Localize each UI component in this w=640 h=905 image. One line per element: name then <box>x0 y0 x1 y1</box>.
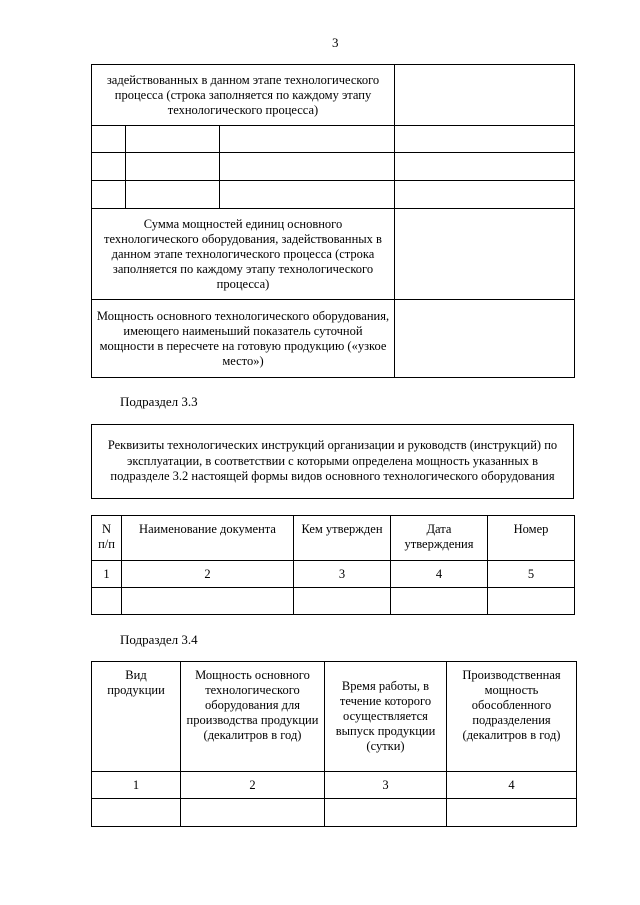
table-cell <box>447 799 577 827</box>
sum-row-value <box>395 209 575 300</box>
column-index: 2 <box>122 561 294 588</box>
table-cell <box>294 588 391 615</box>
column-index: 4 <box>391 561 488 588</box>
subsection-3-3-heading: Подраздел 3.3 <box>120 394 198 409</box>
bottleneck-row-value <box>395 300 575 378</box>
table-cell <box>395 153 575 181</box>
col-approved-by: Кем утвержден <box>294 516 391 561</box>
col-approval-date: Дата утверждения <box>391 516 488 561</box>
table-cell <box>92 588 122 615</box>
col-product-type: Вид продукции <box>92 662 181 772</box>
bottleneck-row-label: Мощность основного технологического оборудования, имеющего наименьший показатель суточной мощности в пересчете на готовую продукцию («узкое место») <box>92 300 395 378</box>
subsection-3-3-box <box>91 424 574 499</box>
table-cell <box>181 799 325 827</box>
sum-row-label: Сумма мощностей единиц основного технологического оборудования, задействованных в данном этапе технологического процесса (строка заполняется по каждому этапу технологического процесса) <box>92 209 395 300</box>
col-document-name: Наименование документа <box>122 516 294 561</box>
col-equipment-capacity: Мощность основного технологического оборудования для производства продукции (декалитров в год) <box>181 662 325 772</box>
table-cell <box>220 181 395 209</box>
page-number: 3 <box>332 35 339 50</box>
column-index: 5 <box>488 561 575 588</box>
table-cell <box>395 181 575 209</box>
column-index: 4 <box>447 772 577 799</box>
table-cell <box>126 181 220 209</box>
table-cell <box>122 588 294 615</box>
subsection-3-4-heading: Подраздел 3.4 <box>120 632 198 647</box>
table-cell <box>395 126 575 153</box>
column-index: 3 <box>294 561 391 588</box>
table-cell <box>92 153 126 181</box>
table-cell <box>126 126 220 153</box>
column-index: 2 <box>181 772 325 799</box>
table-cell <box>391 588 488 615</box>
capacity-table <box>91 64 575 378</box>
table-cell <box>92 799 181 827</box>
col-production-capacity: Производственная мощность обособленного подразделения (декалитров в год) <box>447 662 577 772</box>
documents-table <box>91 515 575 615</box>
table-cell <box>220 126 395 153</box>
column-index: 3 <box>325 772 447 799</box>
table-cell <box>126 153 220 181</box>
table-cell <box>488 588 575 615</box>
col-operating-time: Время работы, в течение которого осуществляется выпуск продукции (сутки) <box>325 662 447 772</box>
table-cell <box>325 799 447 827</box>
col-doc-number: Номер <box>488 516 575 561</box>
table-cell <box>92 126 126 153</box>
column-index: 1 <box>92 561 122 588</box>
table-cell <box>92 181 126 209</box>
col-number: N п/п <box>92 516 122 561</box>
table-cell <box>220 153 395 181</box>
requisites-text: Реквизиты технологических инструкций организации и руководств (инструкций) по эксплуатации, в соответствии с которыми определена мощность указанных в подразделе 3.2 настоящей формы видов основного технологического оборудования <box>107 438 558 484</box>
production-capacity-table <box>91 661 577 827</box>
stage-row-value <box>395 65 575 126</box>
column-index: 1 <box>92 772 181 799</box>
stage-row-label: задействованных в данном этапе технологического процесса (строка заполняется по каждому этапу технологического процесса) <box>92 65 395 126</box>
